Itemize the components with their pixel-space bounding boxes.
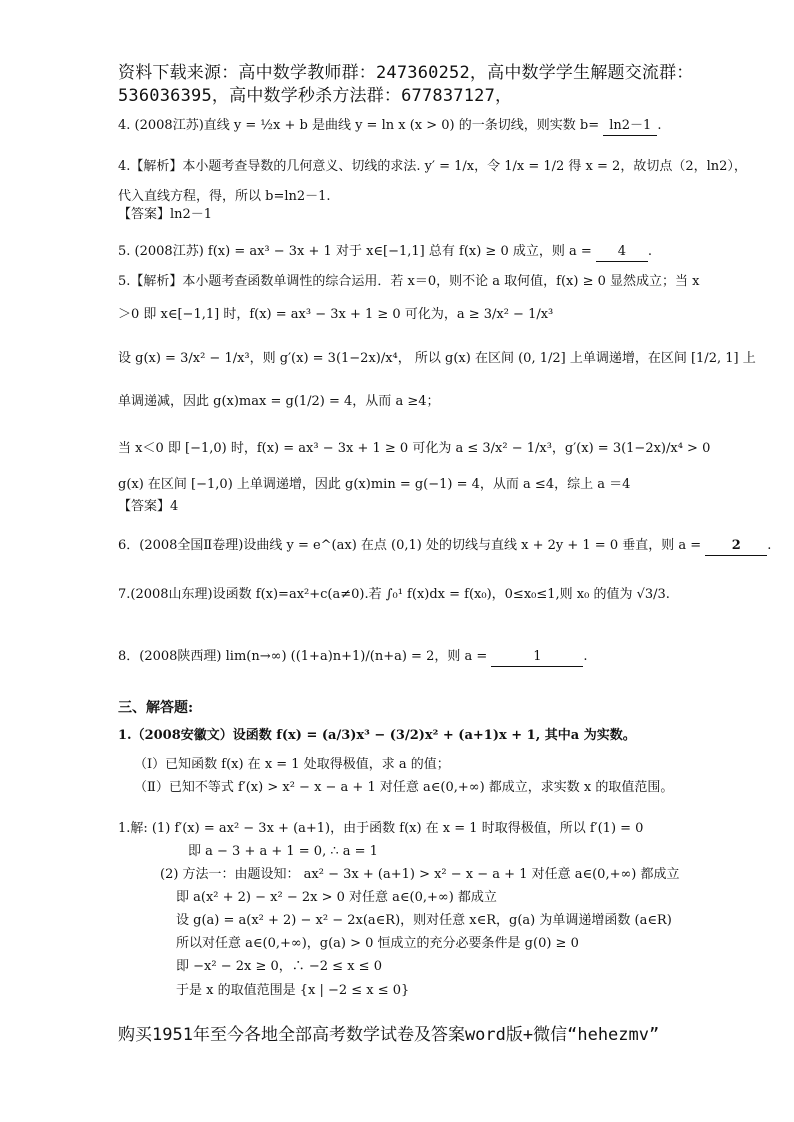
problem-6: 6．(2008全国Ⅱ卷理)设曲线 y = e^(ax) 在点 (0,1) 处的切线与直线 x + 2y + 1 = 0 垂直，则 a = 2 . (118, 537, 771, 556)
answer-blank: ln2－1 (603, 117, 657, 136)
header-line-1: 资料下载来源：高中数学教师群：247360252，高中数学学生解题交流群： (118, 63, 694, 83)
problem-7: 7.(2008山东理)设函数 f(x)=ax²+c(a≠0).若 ∫₀¹ f(x)dx = f(x₀)，0≤x₀≤1,则 x₀ 的值为 √3/3. (118, 587, 670, 602)
problem-text: 5. (2008江苏) f(x) = ax³ − 3x + 1 对于 x∈[−1,1] 总有 f(x) ≥ 0 成立，则 a = (118, 244, 592, 259)
solution-1-line-4: 即 a(x² + 2) − x² − 2x > 0 对任意 a∈(0,+∞) 都成立 (176, 890, 497, 905)
section-title: 三、解答题: (118, 700, 194, 716)
solution-4-line-1: 4.【解析】本小题考查导数的几何意义、切线的求法. y′ = 1/x，令 1/x = 1/2 得 x = 2，故切点（2，ln2）， (118, 159, 747, 174)
question-1: 1.（2008安徽文）设函数 f(x) = (a/3)x³ − (3/2)x² + (a+1)x + 1, 其中a 为实数。 (118, 728, 636, 743)
footer-ad: 购买1951年至今各地全部高考数学试卷及答案word版+微信“hehezmv” (118, 1025, 660, 1045)
problem-8: 8．(2008陕西理) lim(n→∞) ((1+a)n+1)/(n+a) = 2，则 a = 1 . (118, 648, 588, 667)
header-line-2: 536036395，高中数学秒杀方法群：677837127， (118, 86, 513, 106)
solution-5-line-5: 当 x＜0 即 [−1,0) 时，f(x) = ax³ − 3x + 1 ≥ 0 可化为 a ≤ 3/x² − 1/x³，g′(x) = 3(1−2x)/x⁴ > 0 (118, 441, 711, 456)
answer-blank: 2 (705, 537, 767, 556)
answer-5: 【答案】4 (118, 499, 179, 514)
solution-1-line-1: 1.解: (1) f′(x) = ax² − 3x + (a+1)，由于函数 f(x) 在 x = 1 时取得极值，所以 f′(1) = 0 (118, 821, 644, 836)
solution-1-line-6: 所以对任意 a∈(0,+∞)，g(a) > 0 恒成立的充分必要条件是 g(0) ≥ 0 (176, 936, 579, 951)
problem-text: 6．(2008全国Ⅱ卷理)设曲线 y = e^(ax) 在点 (0,1) 处的切线与直线 x + 2y + 1 = 0 垂直，则 a = (118, 538, 702, 553)
answer-4: 【答案】ln2－1 (118, 207, 213, 222)
solution-1-line-8: 于是 x 的取值范围是 {x | −2 ≤ x ≤ 0} (176, 983, 410, 998)
solution-1-line-5: 设 g(a) = a(x² + 2) − x² − 2x(a∈R)，则对任意 x∈R，g(a) 为单调递增函数 (a∈R) (176, 913, 672, 928)
problem-4: 4. (2008江苏)直线 y = ½x + b 是曲线 y = ln x (x > 0) 的一条切线，则实数 b= ln2－1 . (118, 117, 661, 136)
solution-5-line-1: 5.【解析】本小题考查函数单调性的综合运用．若 x＝0，则不论 a 取何值，f(x) ≥ 0 显然成立；当 x (118, 274, 700, 289)
problem-text: 4. (2008江苏)直线 y = ½x + b 是曲线 y = ln x (x > 0) 的一条切线，则实数 b= (118, 118, 600, 133)
solution-5-line-4: 单调递减，因此 g(x)max = g(1/2) = 4，从而 a ≥4； (118, 394, 440, 409)
problem-5: 5. (2008江苏) f(x) = ax³ − 3x + 1 对于 x∈[−1,1] 总有 f(x) ≥ 0 成立，则 a = 4 . (118, 243, 652, 262)
question-1-part-2: （Ⅱ）已知不等式 f′(x) > x² − x − a + 1 对任意 a∈(0,+∞) 都成立，求实数 x 的取值范围。 (134, 780, 674, 795)
answer-blank: 1 (491, 648, 583, 667)
solution-1-line-2: 即 a − 3 + a + 1 = 0, ∴ a = 1 (188, 844, 378, 859)
solution-4-line-2: 代入直线方程，得，所以 b=ln2－1. (118, 189, 331, 204)
solution-5-line-2: ＞0 即 x∈[−1,1] 时，f(x) = ax³ − 3x + 1 ≥ 0 可化为，a ≥ 3/x² − 1/x³ (118, 307, 554, 322)
question-1-part-1: （Ⅰ）已知函数 f(x) 在 x = 1 处取得极值，求 a 的值； (134, 757, 450, 772)
solution-1-line-3: (2) 方法一：由题设知： ax² − 3x + (a+1) > x² − x − a + 1 对任意 a∈(0,+∞) 都成立 (160, 867, 680, 882)
solution-5-line-6: g(x) 在区间 [−1,0) 上单调递增，因此 g(x)min = g(−1) = 4，从而 a ≤4，综上 a ＝4 (118, 477, 631, 492)
problem-text: 8．(2008陕西理) lim(n→∞) ((1+a)n+1)/(n+a) = 2，则 a = (118, 649, 488, 664)
answer-blank: 4 (596, 243, 648, 262)
solution-5-line-3: 设 g(x) = 3/x² − 1/x³，则 g′(x) = 3(1−2x)/x⁴， 所以 g(x) 在区间 (0, 1/2] 上单调递增，在区间 [1/2, 1] 上 (118, 351, 756, 366)
solution-1-line-7: 即 −x² − 2x ≥ 0，∴ −2 ≤ x ≤ 0 (176, 959, 382, 974)
